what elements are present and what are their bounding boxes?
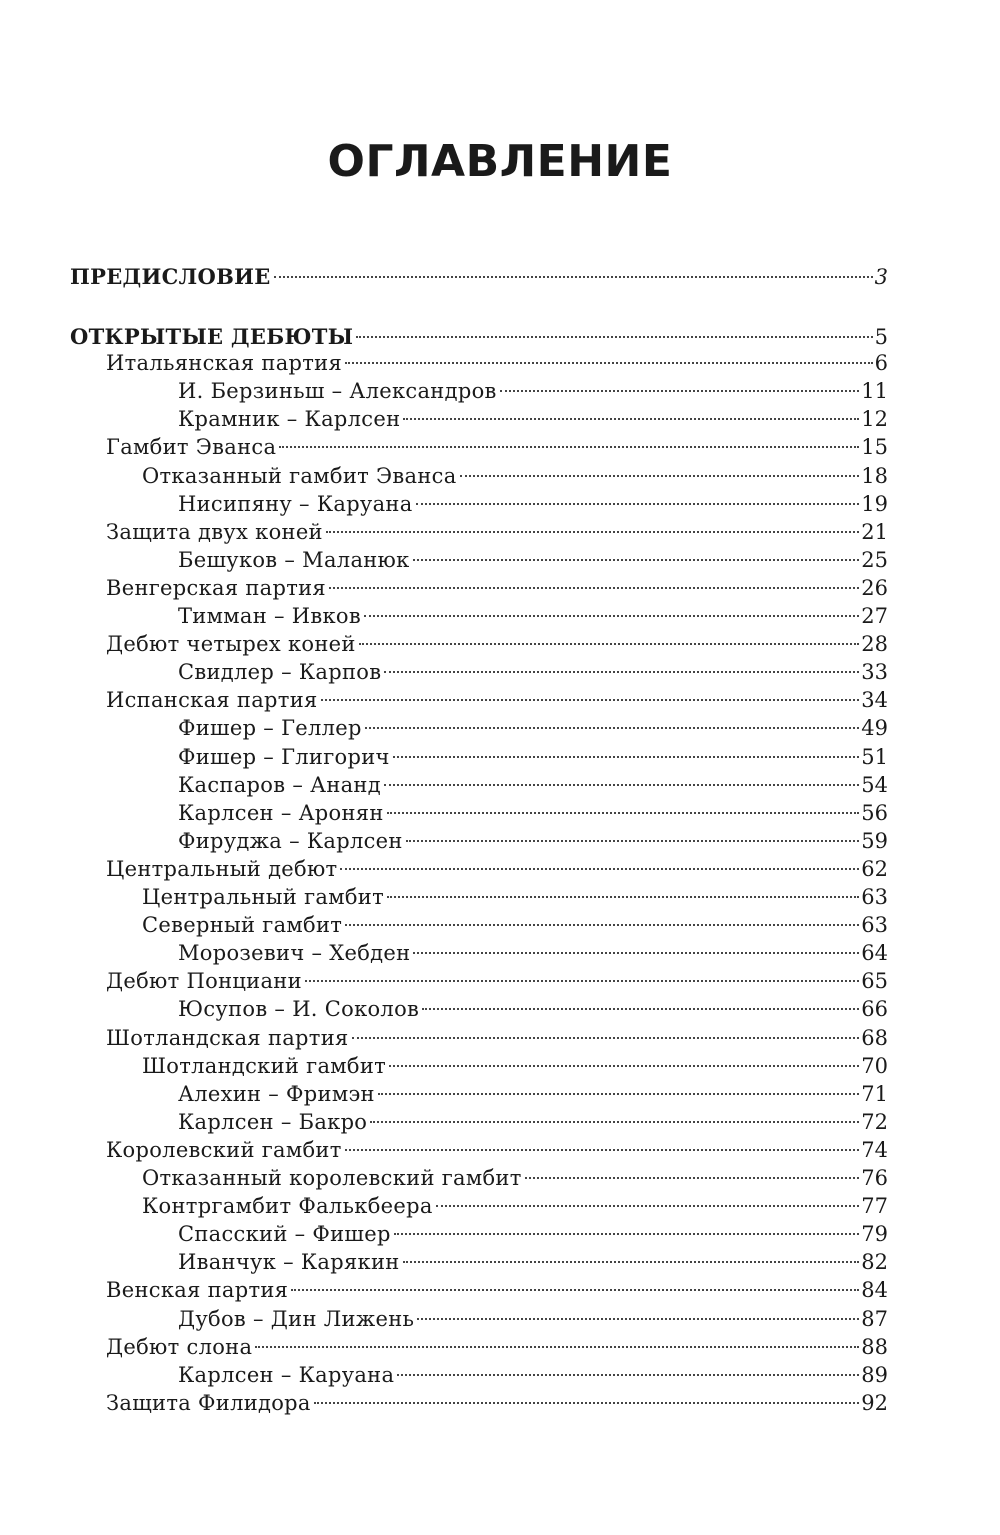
toc-entry-title: Гамбит Эванса <box>106 435 277 460</box>
toc-section-row <box>70 262 888 292</box>
toc-page-number: 84 <box>861 1278 888 1303</box>
toc-dot-leader <box>352 1037 860 1039</box>
toc-entry-title: Иванчук – Карякин <box>178 1250 400 1275</box>
toc-dot-leader <box>378 1093 859 1095</box>
toc-page-number: 82 <box>861 1250 888 1275</box>
toc-entry-title: Карлсен – Каруана <box>178 1362 395 1387</box>
toc-entry-row <box>178 1219 888 1249</box>
toc-entry-title: Каспаров – Ананд <box>178 772 381 797</box>
toc-entry-row <box>106 1023 888 1053</box>
toc-dot-leader <box>370 1121 859 1123</box>
page-title: ОГЛАВЛЕНИЕ <box>327 136 673 187</box>
toc-entry-row <box>178 376 888 406</box>
toc-dot-leader <box>460 475 860 477</box>
toc-entry-row <box>142 461 888 491</box>
toc-page-number: 65 <box>861 969 888 994</box>
toc-entry-row <box>178 1079 888 1109</box>
toc-entry-title: Свидлер – Карпов <box>178 660 382 685</box>
toc-entry-row <box>106 1275 888 1305</box>
toc-page-number: 77 <box>861 1194 888 1219</box>
toc-page-number: 79 <box>861 1222 888 1247</box>
toc-entry-title: Дебют Понциани <box>106 969 302 994</box>
toc-page-number: 56 <box>861 800 888 825</box>
toc-entry-row <box>142 882 888 912</box>
toc-dot-leader <box>384 784 859 786</box>
toc-page-number: 25 <box>861 547 888 572</box>
toc-entry-row <box>106 432 888 462</box>
toc-dot-leader <box>326 531 859 533</box>
toc-page-number: 76 <box>861 1166 888 1190</box>
toc-page-number: 5 <box>874 325 888 349</box>
toc-entry-title: Испанская партия <box>106 688 318 713</box>
toc-entry-row <box>178 713 888 743</box>
toc-entry-title: Тимман – Ивков <box>178 604 361 628</box>
toc-entry-title: Бешуков – Маланюк <box>178 547 410 572</box>
toc-entry-row <box>178 545 888 575</box>
toc-entry-row <box>106 1135 888 1165</box>
toc-dot-leader <box>364 615 859 617</box>
toc-page-number: 19 <box>861 491 888 516</box>
toc-page-number: 88 <box>861 1334 888 1359</box>
toc-dot-leader <box>314 1402 860 1404</box>
toc-entry-title: Юсупов – И. Соколов <box>178 997 420 1022</box>
toc-entry-title: Отказанный гамбит Эванса <box>142 463 457 488</box>
toc-entry-title: Дебют четырех коней <box>106 632 356 657</box>
toc-entry-row <box>142 910 888 940</box>
toc-page-number: 54 <box>861 772 888 797</box>
toc-entry-row <box>178 1247 888 1277</box>
toc-dot-leader <box>356 336 872 338</box>
toc-dot-leader <box>416 503 860 505</box>
toc-page-number: 89 <box>861 1362 888 1387</box>
toc-page-number: 12 <box>861 407 888 432</box>
toc-entry-row <box>106 517 888 547</box>
toc-entry-title: Северный гамбит <box>142 913 343 938</box>
toc-dot-leader <box>279 446 859 448</box>
toc-page-number: 66 <box>861 997 888 1022</box>
toc-dot-leader <box>365 727 860 729</box>
toc-entry-row <box>178 742 888 772</box>
toc-entry-title: Карлсен – Аронян <box>178 800 384 825</box>
toc-dot-leader <box>500 390 860 392</box>
toc-dot-leader <box>413 559 860 561</box>
toc-entry-row <box>178 798 888 828</box>
toc-entry-title: Королевский гамбит <box>106 1137 342 1162</box>
toc-dot-leader <box>394 1233 860 1235</box>
toc-page-number: 92 <box>861 1390 888 1415</box>
toc-entry-row <box>178 1304 888 1334</box>
toc-page-number: 70 <box>861 1053 888 1078</box>
toc-entry-title: И. Берзиньш – Александров <box>178 379 497 404</box>
toc-dot-leader <box>406 840 860 842</box>
toc-page-number: 27 <box>861 604 888 628</box>
toc-entry-row <box>106 966 888 996</box>
toc-dot-leader <box>291 1289 859 1291</box>
toc-dot-leader <box>389 1065 859 1067</box>
toc-entry-row <box>142 1191 888 1221</box>
toc-entry-title: Дубов – Дин Лижень <box>178 1306 415 1331</box>
toc-entry-row <box>142 1051 888 1081</box>
toc-page-number: 26 <box>861 575 888 600</box>
toc-entry-title: Защита Филидора <box>106 1390 311 1415</box>
toc-page-number: 49 <box>861 716 888 741</box>
toc-entry-title: Крамник – Карлсен <box>178 407 401 432</box>
toc-entry-title: Фируджа – Карлсен <box>178 828 403 853</box>
toc-dot-leader <box>359 643 860 645</box>
toc-entry-title: ОТКРЫТЫЕ ДЕБЮТЫ <box>70 324 354 349</box>
toc-page-number: 68 <box>861 1025 888 1050</box>
toc-entry-row <box>178 657 888 687</box>
toc-dot-leader <box>403 1261 860 1263</box>
toc-dot-leader <box>436 1205 860 1207</box>
toc-dot-leader <box>274 276 873 278</box>
toc-entry-title: Венская партия <box>106 1278 289 1303</box>
toc-page-number: 6 <box>874 351 888 376</box>
toc-page-number: 62 <box>861 856 888 881</box>
toc-dot-leader <box>422 1008 859 1010</box>
toc-dot-leader <box>255 1346 859 1348</box>
toc-dot-leader <box>345 1149 860 1151</box>
toc-entry-title: Шотландская партия <box>106 1025 349 1050</box>
toc-entry-title: Центральный дебют <box>106 856 338 881</box>
toc-dot-leader <box>345 362 873 364</box>
toc-dot-leader <box>329 587 859 589</box>
toc-dot-leader <box>403 418 859 420</box>
toc-page-number: 71 <box>861 1081 888 1106</box>
toc-page-number: 28 <box>861 632 888 657</box>
toc-entry-row <box>178 489 888 519</box>
toc-page-number: 51 <box>861 744 888 769</box>
toc-page-number: 21 <box>861 519 888 544</box>
toc-page-number: 87 <box>861 1306 888 1331</box>
toc-dot-leader <box>387 896 859 898</box>
toc-entry-title: Отказанный королевский гамбит <box>142 1166 522 1190</box>
toc-entry-row <box>178 1107 888 1137</box>
toc-dot-leader <box>525 1177 860 1179</box>
toc-entry-row <box>178 994 888 1024</box>
toc-entry-row <box>178 770 888 800</box>
toc-page-number: 15 <box>861 435 888 460</box>
toc-entry-title: Дебют слона <box>106 1334 253 1359</box>
toc-entry-title: Шотландский гамбит <box>142 1053 387 1078</box>
toc-entry-title: ПРЕДИСЛОВИЕ <box>70 264 271 289</box>
toc-dot-leader <box>384 671 859 673</box>
toc-page-number: 63 <box>861 885 888 909</box>
toc-entry-row <box>106 1388 888 1418</box>
toc-dot-leader <box>413 952 859 954</box>
toc-dot-leader <box>417 1318 859 1320</box>
toc-page-number: 74 <box>861 1137 888 1162</box>
toc-page-number: 33 <box>861 660 888 685</box>
toc-page-number: 3 <box>874 265 888 289</box>
toc-entry-row <box>142 1163 888 1193</box>
toc-entry-row <box>106 685 888 715</box>
toc-page-number: 63 <box>861 913 888 938</box>
toc-dot-leader <box>321 699 860 701</box>
toc-entry-title: Защита двух коней <box>106 519 323 544</box>
toc-entry-row <box>178 938 888 968</box>
toc-entry-title: Центральный гамбит <box>142 885 384 909</box>
toc-page-number: 18 <box>861 463 888 488</box>
toc-entry-row <box>178 826 888 856</box>
toc-entry-title: Карлсен – Бакро <box>178 1109 368 1134</box>
toc-dot-leader <box>393 756 860 758</box>
toc-entry-title: Венгерская партия <box>106 575 326 600</box>
toc-entry-title: Нисипяну – Каруана <box>178 491 413 516</box>
toc-entry-row <box>106 348 888 378</box>
toc-entry-title: Алехин – Фримэн <box>178 1081 375 1106</box>
toc-page-number: 59 <box>861 828 888 853</box>
toc-entry-row <box>178 601 888 631</box>
toc-entry-title: Итальянская партия <box>106 351 343 376</box>
toc-dot-leader <box>340 868 859 870</box>
toc-entry-title: Фишер – Геллер <box>178 716 362 741</box>
toc-entry-row <box>106 854 888 884</box>
toc-page-number: 72 <box>861 1109 888 1134</box>
toc-page-number: 11 <box>861 379 888 404</box>
toc-page-number: 34 <box>861 688 888 713</box>
toc-entry-row <box>106 573 888 603</box>
toc-page-number: 64 <box>861 941 888 966</box>
toc-entry-row <box>106 1332 888 1362</box>
toc-entry-row <box>178 1360 888 1390</box>
toc-dot-leader <box>387 812 860 814</box>
toc-entry-row <box>106 629 888 659</box>
toc-entry-title: Спасский – Фишер <box>178 1222 391 1247</box>
toc-dot-leader <box>397 1374 859 1376</box>
toc-entry-title: Морозевич – Хебден <box>178 941 411 966</box>
toc-dot-leader <box>305 980 859 982</box>
toc-entry-row <box>178 404 888 434</box>
toc-dot-leader <box>345 924 859 926</box>
toc-entry-title: Контргамбит Фалькбеера <box>142 1194 433 1219</box>
toc-entry-title: Фишер – Глигорич <box>178 744 390 769</box>
